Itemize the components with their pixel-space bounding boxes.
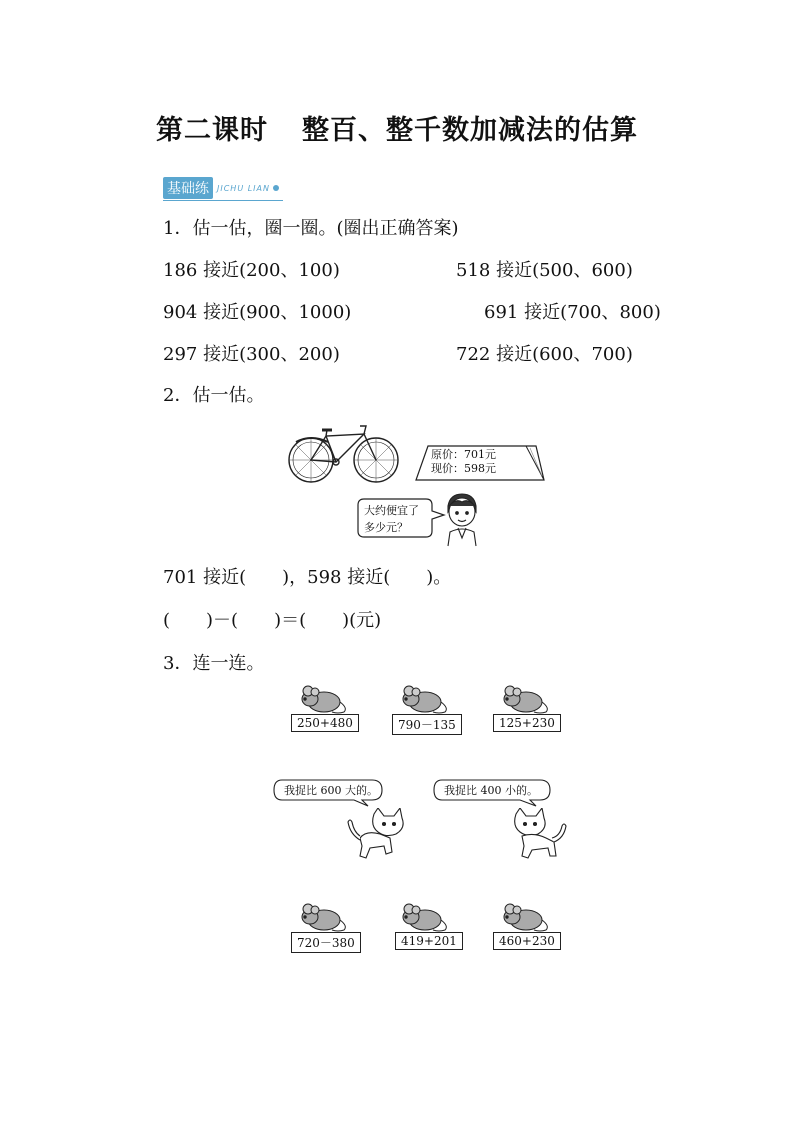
mouse-icon xyxy=(399,902,449,932)
mouse-icon xyxy=(500,684,550,714)
q1-heading: 1．估一估，圈一圈。(圈出正确答案) xyxy=(163,218,459,239)
q1-row3-left: 297 接近(300、200) xyxy=(163,344,340,365)
speech-line-1: 大约便宜了 xyxy=(364,504,419,517)
mouse-icon xyxy=(298,902,348,932)
price-card-text xyxy=(431,448,496,476)
mouse-icon xyxy=(500,902,550,932)
top-label-1[interactable]: 250+480 xyxy=(291,714,359,732)
mouse-icon xyxy=(399,684,449,714)
q3-heading: 3．连一连。 xyxy=(163,653,265,674)
current-price: 现价：598元 xyxy=(431,462,496,475)
bottom-label-1[interactable]: 720－380 xyxy=(291,932,361,953)
tag-underline xyxy=(163,200,283,201)
title-topic: 整百、整千数加减法的估算 xyxy=(302,115,638,146)
speech-text xyxy=(364,502,419,536)
cat-left-icon xyxy=(346,808,410,860)
q1-row2-left: 904 接近(900、1000) xyxy=(163,302,352,323)
mouse-icon xyxy=(298,684,348,714)
top-label-3[interactable]: 125+230 xyxy=(493,714,561,732)
cat-right-icon xyxy=(506,808,570,860)
q1-row2-right: 691 接近(700、800) xyxy=(484,302,661,323)
q2-answer-line-1[interactable]: 701 接近( )，598 接近( )。 xyxy=(163,567,452,588)
original-price: 原价：701元 xyxy=(431,448,496,461)
section-tag xyxy=(163,178,279,198)
cat-left-speech: 我捉比 600 大的。 xyxy=(284,784,378,797)
q1-row1-right: 518 接近(500、600) xyxy=(456,260,633,281)
title-lesson: 第二课时 xyxy=(156,115,268,146)
section-tag-label: 基础练 xyxy=(163,177,213,199)
bottom-label-3[interactable]: 460+230 xyxy=(493,932,561,950)
speech-line-2: 多少元？ xyxy=(364,521,408,534)
q1-row3-right: 722 接近(600、700) xyxy=(456,344,633,365)
page-title xyxy=(0,108,794,147)
section-tag-pinyin: JICHU LIAN xyxy=(217,183,270,193)
bicycle-icon xyxy=(286,416,402,486)
q2-heading: 2．估一估。 xyxy=(163,385,265,406)
boy-icon xyxy=(442,492,482,548)
bottom-label-2[interactable]: 419+201 xyxy=(395,932,463,950)
tag-dot-icon xyxy=(273,185,279,191)
cat-right-speech: 我捉比 400 小的。 xyxy=(444,784,538,797)
top-label-2[interactable]: 790－135 xyxy=(392,714,462,735)
q1-row1-left: 186 接近(200、100) xyxy=(163,260,340,281)
q2-answer-line-2[interactable]: ( )－( )＝( )(元) xyxy=(163,610,382,631)
